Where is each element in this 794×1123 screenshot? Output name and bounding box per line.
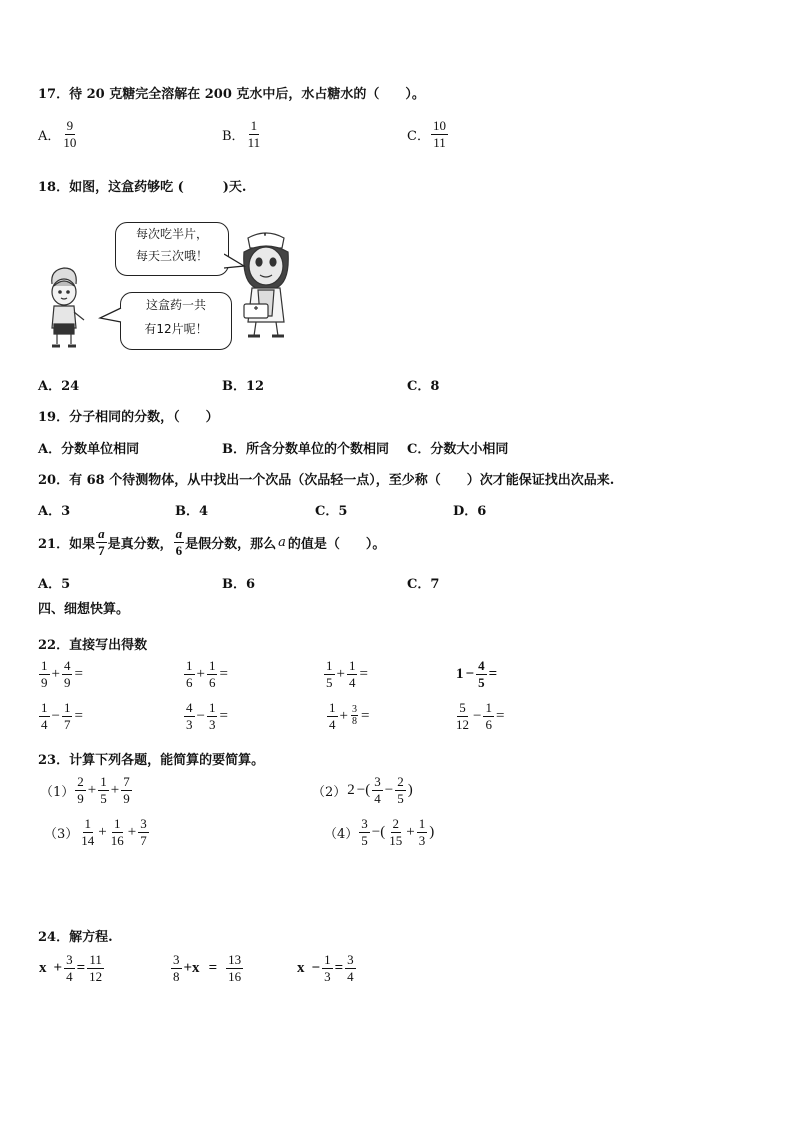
numerator: 11 <box>89 952 102 967</box>
operator: + <box>127 823 137 840</box>
denominator: 7 <box>63 716 71 732</box>
operator: 2 <box>347 781 355 798</box>
part-label: （4） <box>324 826 359 842</box>
operator: + <box>53 959 63 976</box>
q17-stem: 17．待 20 克糖完全溶解在 200 克水中后，水占糖水的（ ）。 <box>38 87 425 102</box>
bubble-tail <box>98 306 122 326</box>
denominator: 9 <box>123 790 130 806</box>
nurse-figure <box>244 233 289 336</box>
denominator: 16 <box>110 832 124 848</box>
q23-part-4 <box>324 817 435 847</box>
numerator: 1 <box>41 700 48 715</box>
q19-stem: 19．分子相同的分数，（ ） <box>38 410 219 425</box>
denominator: 14 <box>81 832 95 848</box>
numerator: 3 <box>351 703 357 715</box>
numerator: 13 <box>228 952 242 967</box>
denominator: 9 <box>77 790 84 806</box>
q17-option-a <box>38 119 79 149</box>
speech-bubble-child <box>120 292 232 350</box>
operator: = <box>76 959 86 976</box>
operator: = <box>208 959 218 976</box>
numerator: a <box>98 526 105 541</box>
denominator: 15 <box>389 832 403 848</box>
denominator: 4 <box>41 716 48 732</box>
q24-equation-1 <box>38 953 105 983</box>
denominator: 4 <box>348 674 356 690</box>
q21-suffix: 的值是（ ）。 <box>287 536 386 552</box>
option-label: C． <box>407 128 430 144</box>
numerator: 2 <box>397 774 404 789</box>
operator: + <box>196 665 205 682</box>
fraction <box>98 775 109 805</box>
fraction <box>61 119 78 149</box>
numerator: 4 <box>186 700 193 715</box>
denominator: 9 <box>41 674 48 690</box>
q21-text: 是假分数，那么 <box>185 536 277 552</box>
operator: + <box>339 707 348 724</box>
denominator: 5 <box>478 674 485 690</box>
numerator: 1 <box>84 816 92 831</box>
numerator: 1 <box>348 658 356 673</box>
option-label: B． <box>222 128 245 144</box>
q19-option-c: C．分数大小相同 <box>407 442 509 457</box>
fraction <box>324 659 335 689</box>
numerator: 3 <box>361 816 368 831</box>
q20-option-a: A．3 <box>38 504 71 519</box>
bubble-text: 有12片呢！ <box>144 322 208 336</box>
numerator: 1 <box>186 658 193 673</box>
fraction <box>79 817 96 847</box>
denominator: 3 <box>324 968 331 984</box>
fraction <box>372 775 383 805</box>
denominator: 5 <box>361 832 368 848</box>
numerator: 1 <box>324 952 331 967</box>
operator: = <box>74 665 83 682</box>
numerator: 1 <box>63 700 71 715</box>
operator: ) <box>429 823 435 840</box>
operator: + <box>110 781 120 798</box>
q20-stem: 20．有 68 个待测物体，从中找出一个次品（次品轻一点），至少称（ ）次才能保证找出次品来. <box>38 473 615 488</box>
denominator: 8 <box>351 716 357 728</box>
denominator: 4 <box>329 716 336 732</box>
numerator: 3 <box>347 952 354 967</box>
numerator: 3 <box>140 816 147 831</box>
q18-option-b: B．12 <box>222 379 265 394</box>
numerator: 2 <box>392 816 399 831</box>
q22-item <box>183 701 229 731</box>
fraction <box>417 817 428 847</box>
fraction <box>350 705 359 728</box>
denominator: 5 <box>397 790 404 806</box>
denominator: 7 <box>140 832 147 848</box>
operator: = <box>495 707 505 724</box>
fraction <box>64 953 75 983</box>
numerator: 5 <box>459 700 466 715</box>
numerator: 10 <box>432 118 446 133</box>
q17-option-c <box>407 119 449 149</box>
denominator: 12 <box>89 968 103 984</box>
numerator: 1 <box>418 816 426 831</box>
fraction <box>347 659 358 689</box>
denominator: 11 <box>247 134 261 150</box>
fraction <box>87 953 104 983</box>
denominator: 6 <box>208 674 216 690</box>
fraction <box>184 701 195 731</box>
fraction <box>207 701 218 731</box>
fraction <box>62 701 73 731</box>
numerator: 1 <box>326 658 333 673</box>
denominator: 6 <box>186 674 193 690</box>
numerator: 1 <box>250 118 258 133</box>
fraction <box>75 775 86 805</box>
q21-option-b: B．6 <box>222 577 256 592</box>
fraction <box>345 953 356 983</box>
fraction <box>96 527 107 557</box>
operator: = <box>334 959 344 976</box>
operator: ) <box>407 781 413 798</box>
variable: a <box>278 534 286 550</box>
operator: = <box>219 707 228 724</box>
q23-stem: 23．计算下列各题，能简算的要简算。 <box>38 753 265 768</box>
numerator: 1 <box>41 658 48 673</box>
fraction <box>387 817 404 847</box>
fraction <box>359 817 370 847</box>
q20-option-b: B．4 <box>175 504 209 519</box>
numerator: 4 <box>63 658 71 673</box>
operator: x <box>39 959 47 976</box>
operator: + <box>98 823 107 840</box>
q22-item <box>183 659 229 689</box>
bubble-text: 每次吃半片， <box>135 227 208 241</box>
denominator: 9 <box>63 674 71 690</box>
fraction <box>431 119 448 149</box>
fraction <box>121 775 132 805</box>
denominator: 16 <box>228 968 242 984</box>
q22-item <box>326 701 370 731</box>
fraction <box>395 775 406 805</box>
fraction <box>138 817 149 847</box>
numerator: 1 <box>485 700 492 715</box>
speech-bubble-nurse <box>115 222 229 276</box>
q21-text: 是真分数， <box>107 536 173 552</box>
numerator: a <box>175 526 183 541</box>
q21-stem <box>38 527 385 557</box>
q21-option-c: C．7 <box>407 577 440 592</box>
q18-option-a: A．24 <box>38 379 80 394</box>
operator: + <box>51 665 60 682</box>
q24-equation-2 <box>170 953 244 983</box>
operator: − <box>465 665 475 682</box>
denominator: 4 <box>66 968 73 984</box>
numerator: 1 <box>100 774 107 789</box>
bubble-text: 这盒药一共 <box>145 298 206 312</box>
numerator: 1 <box>208 658 216 673</box>
denominator: 8 <box>173 968 180 984</box>
q17-option-b <box>222 119 263 149</box>
denominator: 3 <box>186 716 193 732</box>
fraction <box>322 953 333 983</box>
fraction <box>454 701 471 731</box>
q20-option-c: C．5 <box>315 504 348 519</box>
operator: − <box>196 707 205 724</box>
child-figure <box>52 268 84 346</box>
q22-item <box>453 701 505 731</box>
q22-item <box>455 659 498 689</box>
operator: −( <box>356 781 371 798</box>
numerator: 3 <box>66 952 73 967</box>
numerator: 3 <box>173 952 180 967</box>
operator: − <box>473 707 482 724</box>
q20-option-d: D．6 <box>453 504 487 519</box>
q22-item <box>38 659 84 689</box>
operator: = <box>219 665 228 682</box>
denominator: 4 <box>374 790 381 806</box>
q19-option-b: B．所含分数单位的个数相同 <box>222 442 389 457</box>
denominator: 5 <box>326 674 333 690</box>
q22-item <box>38 701 84 731</box>
numerator: 1 <box>114 816 121 831</box>
fraction <box>246 119 263 149</box>
numerator: 4 <box>478 658 485 673</box>
denominator: 3 <box>208 716 216 732</box>
fraction <box>39 659 50 689</box>
numerator: 3 <box>374 774 381 789</box>
denominator: 3 <box>418 832 426 848</box>
fraction <box>39 701 50 731</box>
numerator: 1 <box>329 700 336 715</box>
bubble-text: 每天三次哦！ <box>135 249 208 263</box>
denominator: 5 <box>100 790 107 806</box>
q18-option-c: C．8 <box>407 379 440 394</box>
part-label: （1） <box>40 784 75 800</box>
q21-prefix: 21．如果 <box>38 536 96 552</box>
bubble-tail <box>224 252 248 272</box>
fraction <box>171 953 182 983</box>
denominator: 4 <box>347 968 354 984</box>
denominator: 6 <box>175 542 183 558</box>
fraction <box>327 701 338 731</box>
q23-part-2 <box>312 775 414 805</box>
fraction <box>483 701 494 731</box>
denominator: 11 <box>433 134 446 150</box>
fraction <box>62 659 73 689</box>
denominator: 6 <box>485 716 492 732</box>
option-label: A． <box>38 128 61 144</box>
q22-item <box>323 659 369 689</box>
fraction <box>109 817 126 847</box>
numerator: 2 <box>77 774 84 789</box>
numerator: 1 <box>208 700 216 715</box>
q18-stem: 18．如图，这盒药够吃 ( )天. <box>38 180 247 195</box>
q24-stem: 24．解方程. <box>38 930 113 945</box>
operator: 1 <box>456 665 464 682</box>
operator: − <box>311 959 321 976</box>
operator: x <box>297 959 305 976</box>
operator: − <box>384 781 394 798</box>
denominator: 12 <box>456 716 469 732</box>
q24-equation-3 <box>296 953 357 983</box>
operator: = <box>488 665 498 682</box>
q21-option-a: A．5 <box>38 577 71 592</box>
fraction <box>476 659 487 689</box>
section-heading: 四、细想快算。 <box>38 602 130 617</box>
denominator: 7 <box>98 542 105 558</box>
operator: + <box>336 665 345 682</box>
numerator: 7 <box>123 774 130 789</box>
q22-stem: 22．直接写出得数 <box>38 638 148 653</box>
operator: − <box>51 707 60 724</box>
operator: + <box>406 823 415 840</box>
operator: +x <box>183 959 200 976</box>
part-label: （3） <box>44 826 79 842</box>
numerator: 9 <box>66 118 74 133</box>
q19-option-a: A．分数单位相同 <box>38 442 140 457</box>
q23-part-3 <box>44 817 150 847</box>
operator: = <box>359 665 368 682</box>
operator: = <box>74 707 83 724</box>
fraction <box>207 659 218 689</box>
fraction <box>174 527 185 557</box>
q23-part-1 <box>40 775 133 805</box>
operator: + <box>87 781 97 798</box>
denominator: 10 <box>63 134 77 150</box>
part-label: （2） <box>312 784 347 800</box>
fraction <box>184 659 195 689</box>
operator: −( <box>371 823 386 840</box>
operator: = <box>360 707 370 724</box>
fraction <box>226 953 243 983</box>
